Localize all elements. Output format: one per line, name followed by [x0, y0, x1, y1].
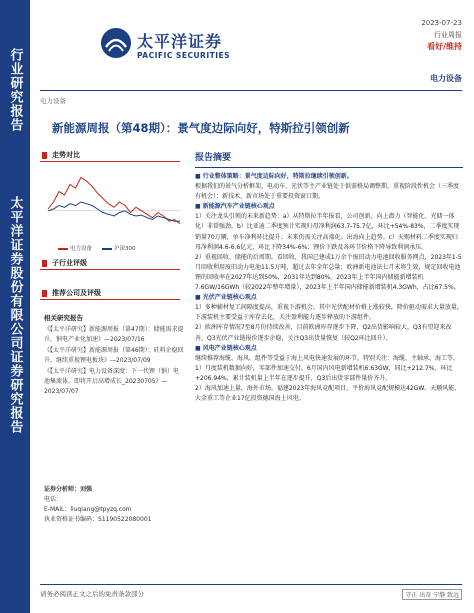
legend-swatch-2: [102, 248, 112, 250]
summary-subheading: ■ 行业整体策略：景气度边际向好，特斯拉继续引领创新。: [195, 173, 353, 180]
analyst-email[interactable]: liuqiang@tpyzq.com: [70, 506, 132, 513]
footer-divider: [40, 584, 462, 585]
analyst-heading: 证券分析师：刘强: [44, 486, 93, 493]
trend-chart: [44, 163, 184, 253]
legend-item: [58, 244, 92, 252]
summary-paragraph: 1）多种辅材复工间隔度提高，重视下游机会。其中光伏配材价格上涨较快，降价驱动需求大量放量，下游装机主要受益于库存去化，关注盈利能力逐步释放的下游组件。: [195, 304, 463, 322]
logo-name-cn: 太平洋证券: [137, 32, 223, 51]
trend-section-header: [40, 150, 180, 162]
summary-body: [195, 172, 463, 404]
chart-legend: [58, 244, 136, 252]
analyst-info: [44, 485, 184, 525]
related-item[interactable]: 《【太平洋研究】电力设备深度：下一代锂（钠）电池集流体，即将开启高增成长_20230705》—2023/07/07: [44, 367, 180, 396]
summary-heading: 报告摘要: [195, 150, 463, 168]
section-marker: [42, 290, 47, 297]
report-meta: [421, 17, 462, 53]
related-item[interactable]: 《【太平洋研究】新能源周报（第47期）：储能需求提升，钠电产业化加速》—2023/07/16: [44, 326, 184, 344]
analyst-email-row: [44, 505, 184, 515]
summary-paragraph: 1）月度装机数据向好，零部件加速交付。6月国内风电新增装机6.63GW，同比+212.7%，环比+206.94%，累计装机量上半年在逐步提升，Q3后出货零部件量价齐升。: [195, 364, 453, 382]
footer-motto: 守正 出奇 宁静 致远: [402, 589, 462, 600]
related-item[interactable]: 《【太平洋研究】新能源周报（第46期）：硅料企稳回升，继续重视锂电板块》—2023/07/09: [44, 346, 184, 365]
related-list: [44, 325, 184, 398]
legend-label-1: 电力设备: [70, 246, 93, 252]
analyst-phone: 电话：: [44, 496, 63, 503]
logo: [100, 27, 231, 73]
analyst-license: S1190522080001: [98, 516, 152, 523]
related-heading: 相关研究报告: [44, 314, 83, 322]
summary-paragraph: 根据我们的景气分析框架，电动车、光伏等主产业链处于供需格局调整期，重视阶段性机会（三季度有机会）；新技术、新市场处于重要投资窗口期。: [195, 183, 460, 201]
header-divider: [40, 90, 462, 91]
license-label: 执业资格证书编码：: [44, 516, 99, 523]
section-marker: [42, 260, 47, 267]
summary-paragraph: 2）重视回收、储能的后周期。看回收，我国已建成1万余个废旧动力电池回收服务网点，2023年1-5月回收利用废旧动力电池11.5万吨，超过去年全年总量；欧洲新电池法七月末将生效，规定回收电池锂的回收率在2027年达到50%，2031年达到80%。2023年上半年国内储能新增装机7.6GW/16GWh（较2022年整年增量），2023年上半年国内储能新增装机4.3GWh，占比67.5%。: [195, 253, 462, 292]
report-date: 2023-07-23: [421, 19, 462, 27]
trend-heading: 走势对比: [52, 151, 80, 159]
section-marker: [42, 152, 47, 159]
rating-section-header: [40, 258, 180, 270]
recommend-section-header: [40, 288, 180, 300]
side-band-middle: 太平洋证券股份有限公司证券研究报告: [7, 196, 23, 434]
legend-swatch-1: [58, 248, 68, 250]
recommended-heading: 推荐公司及评级: [52, 289, 101, 297]
summary-subheading: ■ 风电产业链核心观点: [195, 344, 257, 352]
sector-label: 电力设备: [430, 74, 462, 83]
summary-paragraph: 2）海风加速上量，海外市场。福建2023年海风竞配项目，平价海风竞配规模达42GW。天顺风能、大金重工等企业17亿投资德国海上风电。: [195, 384, 461, 403]
side-band-top: 行业研究报告: [7, 48, 23, 132]
legend-label-2: 沪深300: [114, 246, 136, 252]
summary-section: [195, 150, 463, 404]
analyst-license-row: [44, 515, 184, 525]
report-type: 行业周报: [434, 31, 462, 39]
series-line-2: [48, 202, 180, 221]
summary-paragraph: 继续推荐海缆、海风、组件等受益于海上风电快速发展的环节，特别关注：海缆、主轴承、海工等。: [195, 354, 460, 362]
page-title: 新能源周报（第48期）：景气度边际向好，特斯拉引领创新: [52, 121, 350, 135]
footer-disclaimer: 请务必阅读正文之后的免责条款部分: [40, 590, 144, 598]
logo-icon: [100, 27, 132, 59]
summary-subheading: ■ 光伏产业链核心观点: [195, 294, 257, 302]
industry-rating-heading: 子行业评级: [52, 259, 87, 267]
summary-paragraph: 2）欧洲库存情况7至8月份持续改善，目前欧洲库存逐步下降，Q2出货影响较大，Q3有望迎来改善，Q3光伏产业链报价逐步企稳，关注Q3出货量恢复（较Q2环比回升）。: [195, 324, 452, 342]
side-band: [0, 0, 30, 613]
legend-item: [102, 244, 136, 252]
breadcrumb: 电力设备: [40, 97, 66, 105]
rating: 看好/维持: [427, 42, 462, 51]
logo-name-en: PACIFIC SECURITIES: [137, 51, 231, 60]
summary-paragraph: 1）关注龙头引领的未来新趋势：a）从特斯拉半年报看，公司创新、向上潜力（智能化、光储一体化）非常强劲，b）比亚迪二季度预计实现归母净利润63.7-75.7亿，环比+54%-83%，二季度实现销量70万辆，单车净利环比提升；未来仍需关注高端化。出海向上趋势。c）天赐材料二季度实现归母净利润4.6-6.6亿元，环比下降34%-6%；锂价下跌及各环节价格下降导致利润承压。: [195, 213, 460, 251]
summary-subheading: ■ 新能源汽车产业链核心观点: [195, 203, 275, 211]
email-label: E-MAIL：: [44, 506, 71, 513]
